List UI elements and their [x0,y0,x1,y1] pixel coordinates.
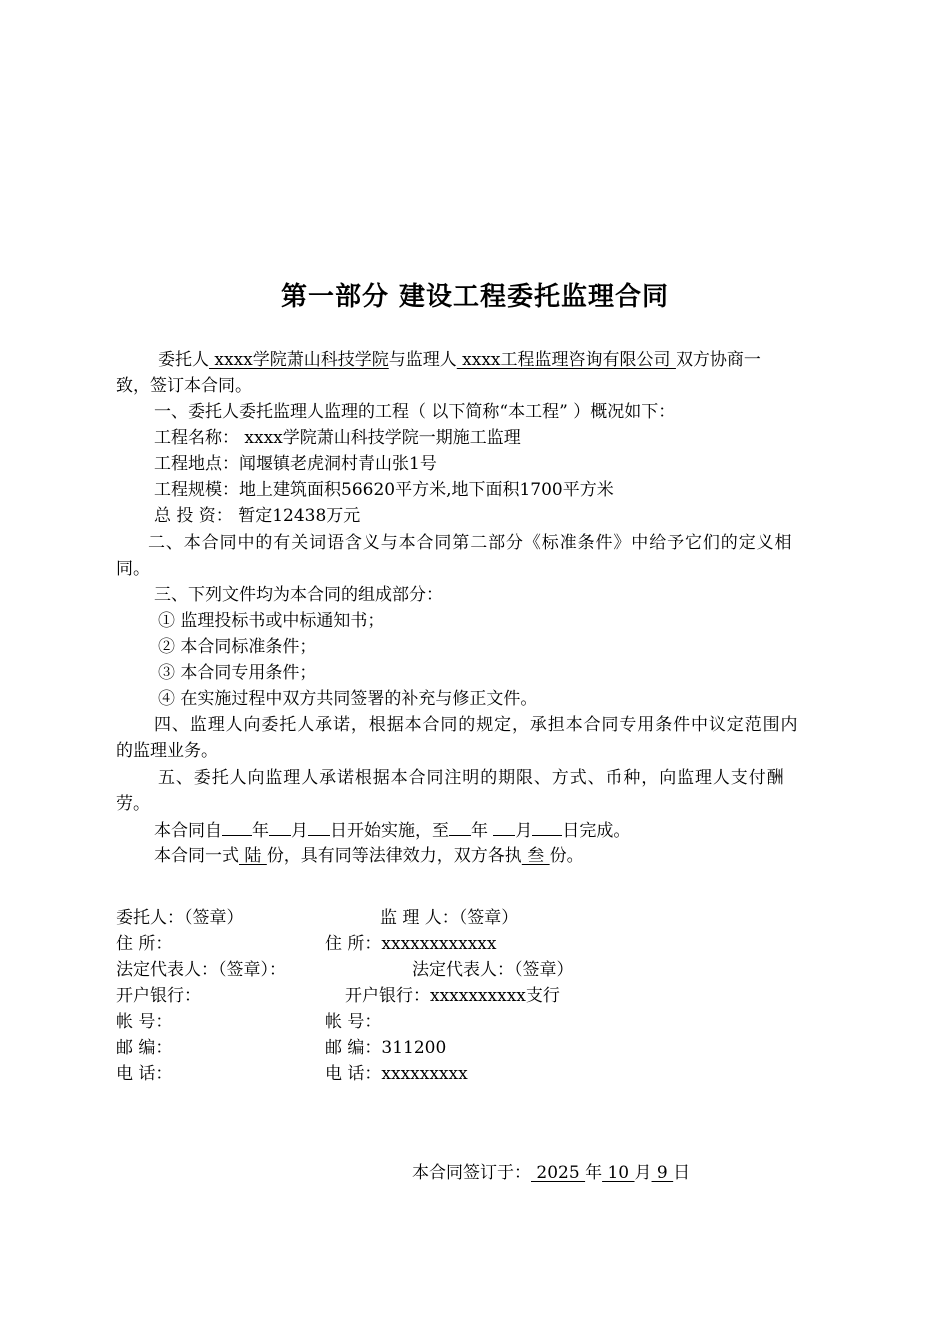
clause2-line-1: 二、本合同中的有关词语含义与本合同第二部分《标准条件》中给予它们的定义相 [148,533,793,553]
supervisor-postcode-label: 邮 编： [325,1038,382,1058]
supervisor-bank-value: xxxxxxxxxx支行 [430,986,560,1006]
clause2-line-2: 同。 [116,559,150,579]
supervisor-phone-value: xxxxxxxxx [381,1064,468,1084]
supervisor-address [325,931,496,957]
clause1-heading: 一、委托人委托监理人监理的工程（ 以下简称“本工程” ）概况如下： [154,402,676,422]
supervisor-address-label: 住 所： [325,934,382,954]
intro-mid: 与监理人 [388,350,457,370]
term-year-unit: 年 [252,821,269,841]
term-prefix: 本合同自 [154,821,222,841]
term-end-day-blank[interactable] [532,817,562,836]
term-end-month-blank[interactable] [493,817,515,836]
intro-line-2: 致，签订本合同。 [116,376,252,396]
project-location: 工程地点：闻堰镇老虎洞村青山张1号 [154,454,437,474]
supervisor-phone [325,1061,468,1087]
clause3-item-1: ① 监理投标书或中标通知书； [158,611,385,631]
clause3-item-3: ③ 本合同专用条件； [158,663,317,683]
signing-prefix: 本合同签订于： [412,1163,531,1183]
copies-line [154,843,584,869]
intro-prefix: 委托人 [158,350,209,370]
signing-month: 10 [602,1163,635,1183]
supervisor-sign-label: 监 理 人：（签章） [380,908,519,928]
clause3-item-4: ④ 在实施过程中双方共同签署的补充与修正文件。 [158,689,538,709]
supervisor-phone-label: 电 话： [325,1064,382,1084]
client-rep-label: 法定代表人：（签章）： [116,960,286,980]
term-month-unit: 月 [291,821,308,841]
copies-mid: 份，具有同等法律效力，双方各执 [266,846,522,866]
clause5-line-1: 五、委托人向监理人承诺根据本合同注明的期限、方式、币种，向监理人支付酬 [158,768,785,788]
clause4-line-2: 的监理业务。 [116,741,218,761]
supervisor-postcode-value: 311200 [381,1038,447,1058]
client-name: xxxx学院萧山科技学院 [209,350,389,370]
term-start-year-blank[interactable] [222,817,252,836]
clause5-line-2: 劳。 [116,794,150,814]
clause4-line-1: 四、监理人向委托人承诺，根据本合同的规定，承担本合同专用条件中议定范围内 [154,715,799,735]
signing-month-unit: 月 [634,1163,652,1183]
term-start-month-blank[interactable] [269,817,291,836]
client-phone-label: 电 话： [116,1064,173,1084]
term-start-day-blank[interactable] [308,817,330,836]
copies-total: 陆 [239,846,267,866]
project-scale: 工程规模：地上建筑面积56620平方米,地下面积1700平方米 [154,480,614,500]
term-year2-unit: 年 [471,821,494,841]
clause3-heading: 三、下列文件均为本合同的组成部分： [154,585,443,605]
term-line [154,817,630,844]
supervisor-postcode [325,1035,446,1061]
copies-prefix: 本合同一式 [154,846,239,866]
supervisor-account-label: 帐 号： [325,1012,382,1032]
term-month2-unit: 月 [515,821,533,841]
clause3-item-2: ② 本合同标准条件； [158,637,317,657]
signing-date [412,1160,690,1186]
page-title: 第一部分 建设工程委托监理合同 [280,282,670,312]
copies-each: 叁 [521,846,550,866]
supervisor-bank-label: 开户银行： [345,986,430,1006]
signing-day: 9 [651,1163,674,1183]
supervisor-rep-label: 法定代表人：（签章） [412,960,574,980]
supervisor-bank [345,983,560,1009]
client-sign-label: 委托人：（签章） [116,908,244,928]
intro-suffix: 双方协商一 [675,350,761,370]
client-address-label: 住 所： [116,934,173,954]
term-end-text: 日完成。 [562,821,631,841]
signing-year-unit: 年 [585,1163,603,1183]
copies-suffix: 份。 [549,846,584,866]
signing-day-unit: 日 [673,1163,691,1183]
client-postcode-label: 邮 编： [116,1038,173,1058]
investment: 总 投 资： 暂定12438万元 [154,506,361,526]
client-account-label: 帐 号： [116,1012,173,1032]
term-end-year-blank[interactable] [449,817,471,836]
signing-year: 2025 [531,1163,586,1183]
term-start-text: 日开始实施，至 [330,821,449,841]
client-bank-label: 开户银行： [116,986,201,1006]
intro-line-1 [158,347,761,373]
supervisor-address-value: xxxxxxxxxxxx [381,934,497,954]
project-name: 工程名称： xxxx学院萧山科技学院一期施工监理 [154,428,521,448]
supervisor-name: xxxx工程监理咨询有限公司 [456,350,676,370]
